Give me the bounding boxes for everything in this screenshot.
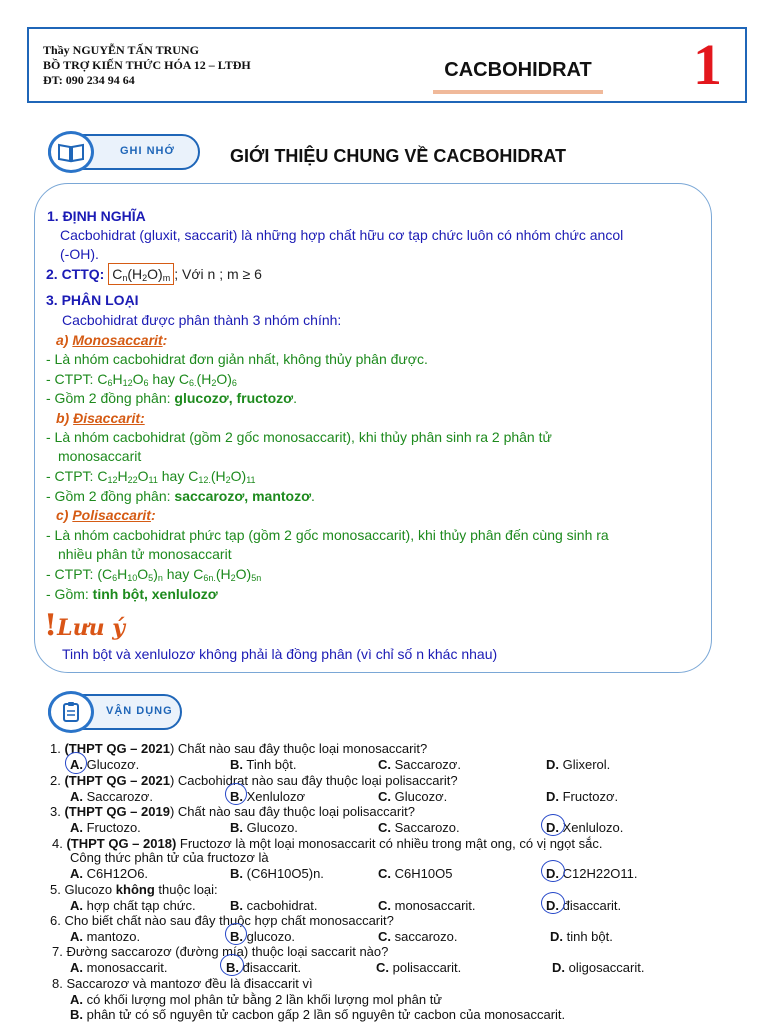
- option: D. tinh bột.: [550, 929, 613, 944]
- title-underline: [433, 90, 603, 94]
- cttq-formula: $C_n(H_2O)_m$: [108, 263, 174, 285]
- option: B. glucozo.: [230, 929, 296, 944]
- option: A. Fructozo.: [70, 820, 141, 835]
- question-2: 2. (THPT QG – 2021) Cacbohidrat nào sau đây thuộc loại polisaccarit?: [50, 773, 458, 788]
- answer-mark: [220, 954, 244, 976]
- ghi-nho-badge: [48, 134, 200, 170]
- clipboard-icon: [48, 691, 94, 733]
- option: C. saccarozo.: [378, 929, 458, 944]
- question-4: 4. (THPT QG – 2018) Fructozơ là một loại monosaccarit có nhiều trong mật ong, có vị ngọt sắc.: [52, 836, 603, 851]
- di-isomers: - Gồm 2 đồng phân: saccarozơ, mantozơ.: [46, 488, 315, 504]
- definition-title: 1. ĐỊNH NGHĨA: [47, 208, 146, 224]
- chapter-number: 1: [693, 32, 722, 97]
- option: D. Xenlulozo.: [546, 820, 624, 835]
- document-title: CACBOHIDRAT: [444, 59, 592, 81]
- di-desc: - Là nhóm cacbohidrat (gồm 2 gốc monosaccarit), khi thủy phân sinh ra 2 phân tử: [46, 429, 552, 445]
- phone-number: ĐT: 090 234 94 64: [43, 73, 135, 87]
- option: B. Xenlulozơ: [230, 789, 306, 804]
- mono-desc: - Là nhóm cacbohidrat đơn giản nhất, không thủy phân được.: [46, 351, 428, 367]
- option: B. cacbohidrat.: [230, 898, 318, 913]
- option: B. Glucozo.: [230, 820, 298, 835]
- option: B. (C6H10O5)n.: [230, 866, 324, 881]
- definition-text: Cacbohidrat (gluxit, saccarit) là những hợp chất hữu cơ tạp chức luôn có nhóm chức ancol: [60, 227, 624, 243]
- option: B. đisaccarit.: [226, 960, 302, 975]
- mono-heading: a) Monosaccarit:: [56, 332, 168, 348]
- mono-ctpt: - CTPT: $C_6H_{12}O_6$ hay $C_{6.}(H_2O)_6$: [46, 371, 237, 388]
- option: D. Glixerol.: [546, 757, 611, 772]
- option: A. Glucozơ.: [70, 757, 140, 772]
- poly-desc-2: nhiều phân tử monosaccarit: [58, 546, 232, 562]
- option: C. Saccarozơ.: [378, 757, 461, 772]
- teacher-name: Thầy NGUYỄN TẤN TRUNG: [43, 43, 199, 57]
- answer-mark: [541, 814, 565, 836]
- van-dung-badge: [48, 694, 182, 730]
- exclamation-icon: !: [44, 608, 58, 643]
- option: B. Tinh bột.: [230, 757, 297, 772]
- question-6: 6. Cho biết chất nào sau đây thuộc hợp chất monosaccarit?: [50, 913, 394, 928]
- poly-includes: - Gồm: tinh bột, xenlulozơ: [46, 586, 218, 602]
- option: A. hợp chất tạp chức.: [70, 898, 196, 913]
- header-box: [27, 27, 747, 103]
- option: D. đisaccarit.: [546, 898, 622, 913]
- poly-desc: - Là nhóm cacbohidrat phức tạp (gồm 2 gốc monosaccarit), khi thủy phân đến cùng sinh ra: [46, 527, 609, 543]
- option: D. C12H22O11.: [546, 866, 638, 881]
- ghi-nho-label: GHI NHỚ: [120, 145, 175, 157]
- definition-text-2: (-OH).: [60, 246, 99, 262]
- option: A. monosaccarit.: [70, 960, 168, 975]
- question-5: 5. Glucozo không thuộc loại:: [50, 882, 218, 897]
- option: B. phân tử có số nguyên tử cacbon gấp 2 lần số nguyên tử cacbon của monosaccarit.: [70, 1007, 566, 1022]
- question-8: 8. Saccarozơ và mantozơ đều là đisaccarit vì: [52, 976, 313, 991]
- van-dung-label: VẬN DỤNG: [106, 705, 173, 717]
- poly-heading: c) Polisaccarit:: [56, 507, 156, 523]
- cttq-line: [46, 264, 262, 284]
- di-heading: b) Đisaccarit:: [56, 410, 145, 426]
- answer-mark: [225, 923, 247, 945]
- di-ctpt: - CTPT: $C_{12}H_{22}O_{11}$ hay $C_{12.}(H_2O)_{11}$: [46, 468, 256, 485]
- option: A. C6H12O6.: [70, 866, 149, 881]
- classification-title: 3. PHÂN LOẠI: [46, 292, 139, 308]
- di-desc-2: monosaccarit: [58, 448, 142, 464]
- note-text: Tinh bột và xenlulozơ không phải là đồng phân (vì chỉ số n khác nhau): [62, 646, 498, 662]
- option: A. mantozo.: [70, 929, 141, 944]
- option: D. oligosaccarit.: [552, 960, 645, 975]
- option: C. polisaccarit.: [376, 960, 462, 975]
- teacher-info: [43, 43, 251, 88]
- option: A. Saccarozơ.: [70, 789, 153, 804]
- poly-ctpt: - CTPT: $(C_6H_{10}O_5)_n$ hay $C_{6n.}(H_2O)_{5n}$: [46, 566, 262, 583]
- luu-y-label: !Lưu ý: [44, 608, 126, 643]
- option: C. Glucozơ.: [378, 789, 448, 804]
- classification-intro: Cacbohidrat được phân thành 3 nhóm chính:: [62, 312, 342, 328]
- answer-mark: [541, 892, 565, 914]
- question-4-line-2: Công thức phân tử của fructozơ là: [70, 850, 269, 865]
- question-1: 1. (THPT QG – 2021) Chất nào sau đây thuộc loại monosaccarit?: [50, 741, 428, 756]
- question-3: 3. (THPT QG – 2019) Chất nào sau đây thuộc loại polisaccarit?: [50, 804, 415, 819]
- option: C. C6H10O5: [378, 866, 453, 881]
- cttq-condition: ; Với n ; m ≥ 6: [174, 266, 262, 282]
- option: C. Saccarozo.: [378, 820, 460, 835]
- option: A. có khối lượng mol phân tử bằng 2 lần khối lượng mol phân tử: [70, 992, 443, 1007]
- answer-mark: [225, 783, 247, 805]
- book-icon: [48, 131, 94, 173]
- mono-isomers: - Gồm 2 đồng phân: glucozơ, fructozơ.: [46, 390, 297, 406]
- answer-mark: [65, 752, 87, 774]
- course-name: BỒ TRỢ KIẾN THỨC HÓA 12 – LTĐH: [43, 58, 251, 72]
- answer-mark: [541, 860, 565, 882]
- option: D. Fructozơ.: [546, 789, 619, 804]
- option: C. monosaccarit.: [378, 898, 476, 913]
- cttq-label: 2. CTTQ:: [46, 266, 105, 282]
- question-7: 7. Đường saccarozơ (đường mía) thuộc loại saccarit nào?: [52, 944, 389, 959]
- section-heading: GIỚI THIỆU CHUNG VỀ CACBOHIDRAT: [230, 146, 567, 166]
